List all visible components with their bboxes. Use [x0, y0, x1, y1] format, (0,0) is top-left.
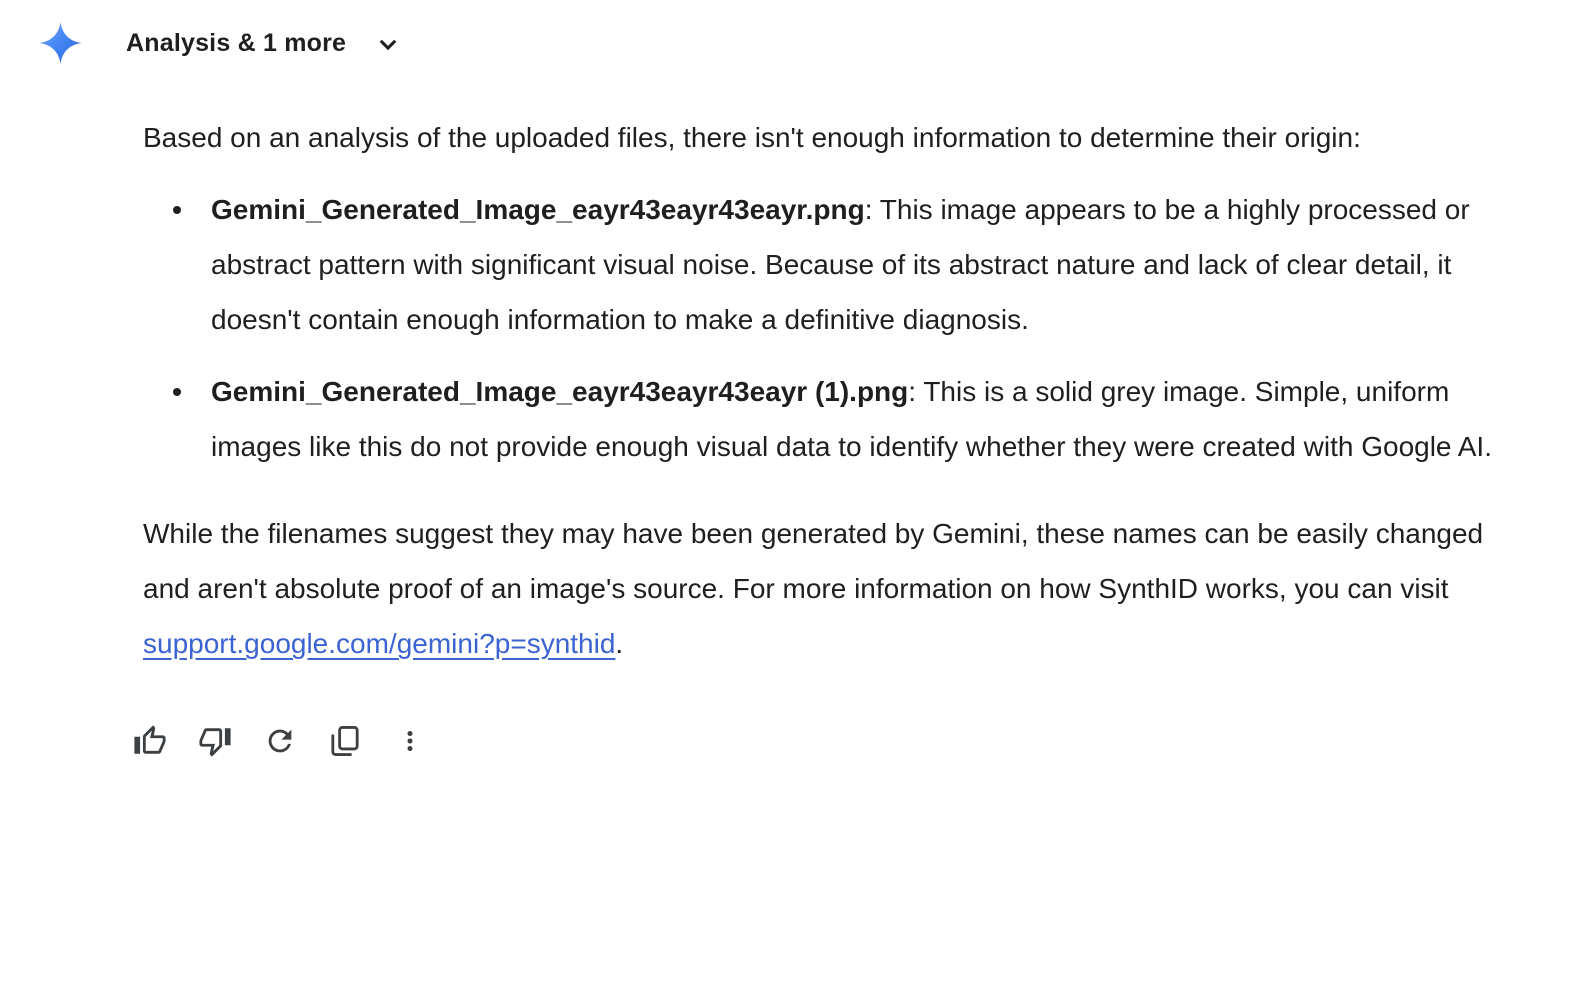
chevron-down-icon	[372, 29, 404, 61]
outro-suffix: .	[615, 628, 624, 659]
more-options-button[interactable]	[391, 723, 429, 761]
filename-text: Gemini_Generated_Image_eayr43eayr43eayr (1).png	[211, 376, 909, 407]
thumbs-down-icon	[198, 724, 232, 761]
outro-prefix: While the filenames suggest they may have been generated by Gemini, these names can be easily changed and aren't absolute proof of an image's source. For more information on how SynthID works, you can visit	[143, 518, 1484, 604]
copy-button[interactable]	[326, 723, 364, 761]
list-item	[143, 364, 1535, 474]
response-drawer-toggle[interactable]	[126, 26, 404, 61]
intro-paragraph: Based on an analysis of the uploaded files, there isn't enough information to determine their origin:	[143, 122, 1361, 153]
copy-icon	[328, 724, 362, 761]
bullet-description: : This image appears to be a highly processed or abstract pattern with significant visual noise. Because of its abstract nature and lack of clear detail, it doesn't contain enough information to make a definitive diagnosis.	[211, 194, 1470, 335]
drawer-label: Analysis & 1 more	[126, 28, 347, 57]
thumbs-up-icon	[133, 724, 167, 761]
regenerate-icon	[263, 724, 297, 761]
thumbs-up-button[interactable]	[131, 723, 169, 761]
list-item	[143, 182, 1535, 347]
gemini-sparkle-icon	[38, 20, 83, 66]
response-toolbar	[131, 723, 1552, 761]
more-options-icon	[395, 726, 425, 759]
thumbs-down-button[interactable]	[196, 723, 234, 761]
synthid-link[interactable]: support.google.com/gemini?p=synthid	[143, 628, 616, 659]
response-content	[143, 110, 1535, 671]
outro-paragraph	[143, 506, 1535, 671]
filename-text: Gemini_Generated_Image_eayr43eayr43eayr.png	[211, 194, 865, 225]
response-header	[38, 20, 1552, 66]
bullet-description: : This is a solid grey image. Simple, uniform images like this do not provide enough visual data to identify whether they were created with Google AI.	[211, 376, 1492, 462]
analysis-list	[143, 182, 1535, 474]
regenerate-button[interactable]	[261, 723, 299, 761]
